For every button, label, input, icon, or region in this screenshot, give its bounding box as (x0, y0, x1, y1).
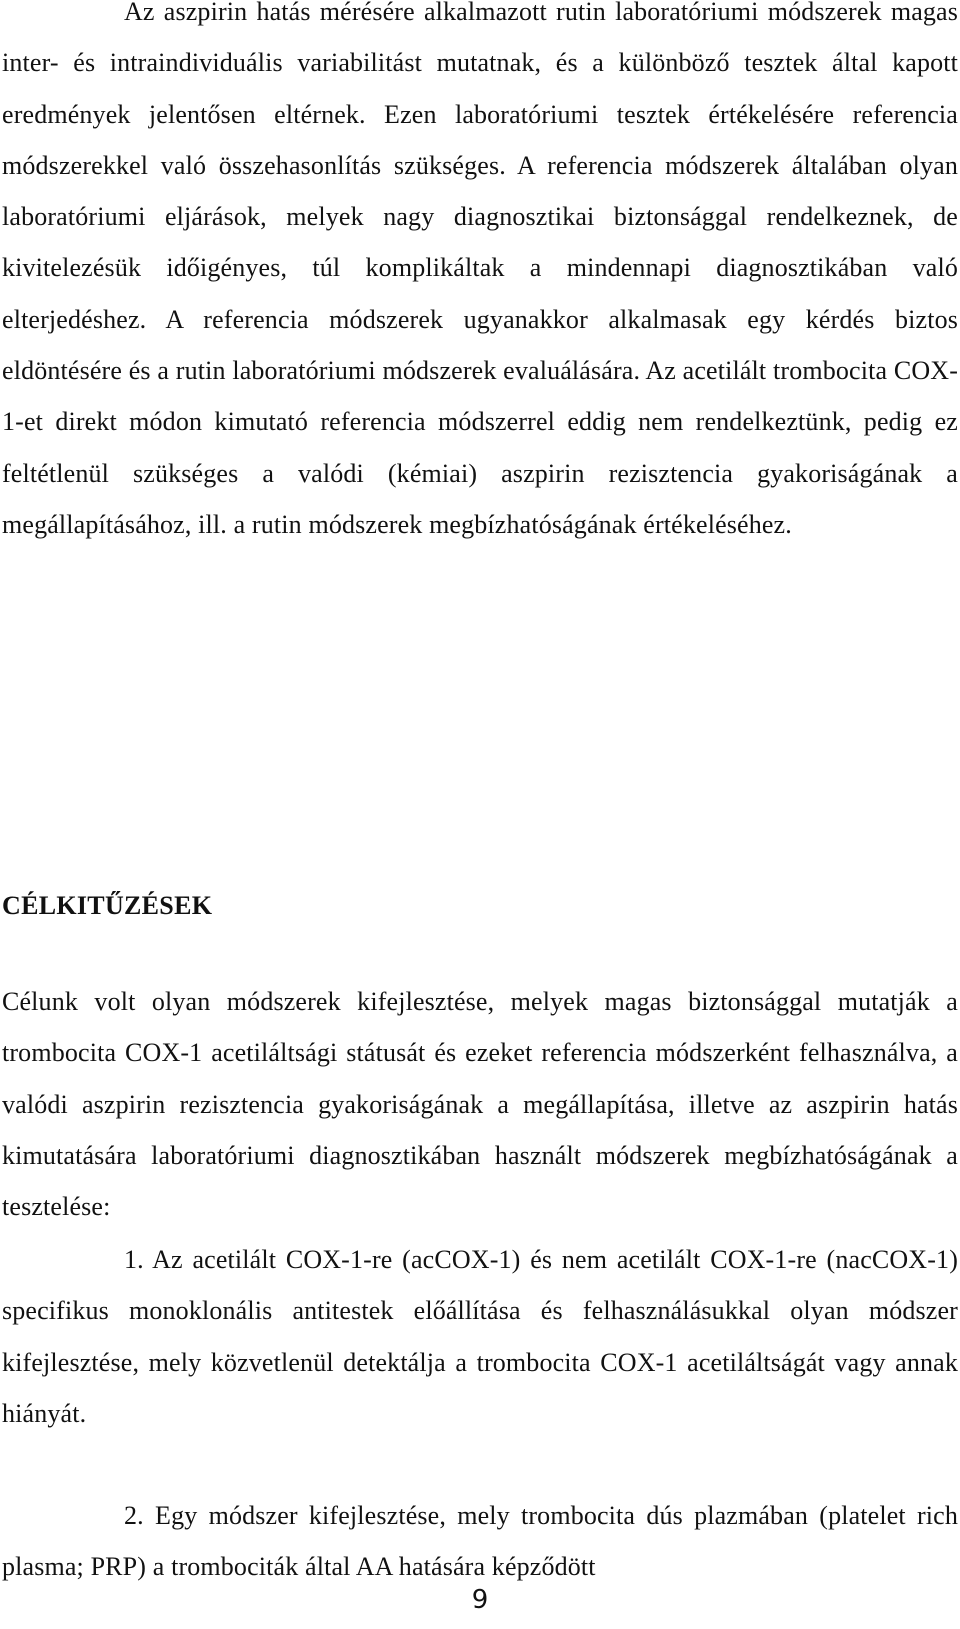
page-number: 9 (471, 1585, 489, 1615)
list-item-text: Egy módszer kifejlesztése, mely trombocita dús plazmában (platelet rich plasma; PRP) a trombociták által AA hatására képződött (2, 1501, 959, 1582)
list-item (2, 1234, 958, 1439)
list-item (2, 1490, 958, 1593)
list-item-number: 2. (124, 1501, 144, 1530)
objectives-paragraph: Célunk volt olyan módszerek kifejlesztése, melyek magas biztonsággal mutatják a trombocita COX-1 acetiláltsági státusát és ezeket referencia módszerként felhasználva, a valódi aszpirin rezisztencia gyakoriságának a megállapítása, illetve az aszpirin hatás kimutatására laboratóriumi diagnosztikában használt módszerek megbízhatóságának a tesztelése: (2, 987, 958, 1222)
intro-paragraph: Az aszpirin hatás mérésére alkalmazott rutin laboratóriumi módszerek magas inter- és intraindividuális variabilitást mutatnak, és a különböző tesztek által kapott eredmények jelentősen eltérnek. Ezen laboratóriumi tesztek értékelésére referencia módszerekkel való összehasonlítás szükséges. A referencia módszerek általában olyan laboratóriumi eljárások, melyek nagy diagnosztikai biztonsággal rendelkeznek, de kivitelezésük időigényes, túl komplikáltak a mindennapi diagnosztikában való elterjedéshez. A referencia módszerek ugyanakkor alkalmasak egy kérdés biztos eldöntésére és a rutin laboratóriumi módszerek evaluálására. Az acetilált trombocita COX-1-et direkt módon kimutató referencia módszerrel eddig nem rendelkeztünk, pedig ez feltétlenül szükséges a valódi (kémiai) aszpirin rezisztencia gyakoriságának a megállapításához, ill. a rutin módszerek megbízhatóságának értékeléséhez. (2, 0, 958, 539)
section-heading: CÉLKITŰZÉSEK (2, 891, 213, 920)
list-item-number: 1. (124, 1245, 144, 1274)
list-item-text: Az acetilált COX-1-re (acCOX-1) és nem acetilált COX-1-re (nacCOX-1) specifikus monoklonális antitestek előállítása és felhasználásukkal olyan módszer kifejlesztése, mely közvetlenül detektálja a trombocita COX-1 acetiláltságát vagy annak hiányát. (2, 1245, 959, 1428)
